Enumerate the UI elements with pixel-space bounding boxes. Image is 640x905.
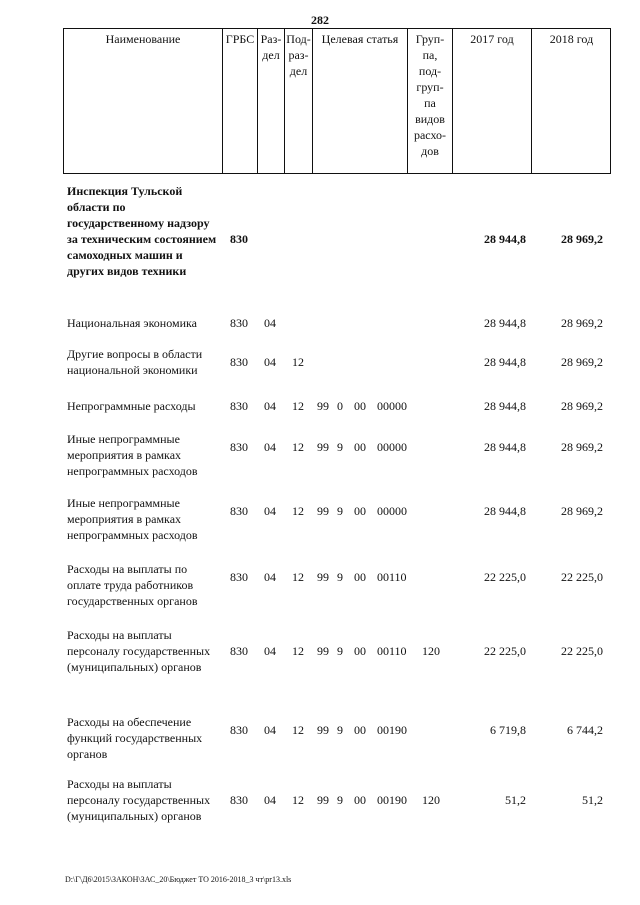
cell-t3: 00	[354, 793, 366, 807]
row-name: Иные непрограммные мероприятия в рамках непрограммных расходов	[67, 496, 198, 542]
cell-t4: 00000	[377, 504, 407, 518]
cell-y2018: 28 969,2	[561, 316, 603, 330]
cell-razdel: 04	[264, 399, 276, 413]
cell-podrazdel: 12	[292, 504, 304, 518]
row-name: Инспекция Тульской области по государственному надзору за техническим состоянием самоходных машин и других видов техники	[67, 184, 217, 278]
cell-t1: 99	[317, 570, 329, 584]
cell-razdel: 04	[264, 793, 276, 807]
header-target-article: Целевая статья	[312, 29, 407, 173]
header-2018: 2018 год	[531, 29, 611, 173]
cell-grbs: 830	[230, 440, 248, 454]
cell-y2017: 28 944,8	[484, 440, 526, 454]
cell-group: 120	[422, 793, 440, 807]
cell-group: 120	[422, 644, 440, 658]
cell-podrazdel: 12	[292, 723, 304, 737]
cell-t1: 99	[317, 440, 329, 454]
header-razdel: Раз- дел	[257, 29, 284, 173]
cell-grbs: 830	[230, 570, 248, 584]
cell-podrazdel: 12	[292, 570, 304, 584]
cell-y2018: 28 969,2	[561, 399, 603, 413]
cell-t3: 00	[354, 644, 366, 658]
cell-grbs: 830	[230, 355, 248, 369]
cell-y2017: 28 944,8	[484, 355, 526, 369]
header-group: Груп- па, под- груп- па видов расхо- дов	[407, 29, 452, 173]
cell-podrazdel: 12	[292, 399, 304, 413]
cell-y2017: 28 944,8	[484, 504, 526, 518]
cell-y2017: 51,2	[505, 793, 526, 807]
cell-t2: 9	[337, 504, 343, 518]
row-name: Национальная экономика	[67, 316, 197, 330]
cell-y2018: 28 969,2	[561, 232, 603, 246]
cell-t2: 9	[337, 723, 343, 737]
header-podrazdel: Под- раз- дел	[284, 29, 312, 173]
cell-t1: 99	[317, 504, 329, 518]
cell-y2018: 22 225,0	[561, 570, 603, 584]
cell-grbs: 830	[230, 793, 248, 807]
cell-razdel: 04	[264, 316, 276, 330]
cell-razdel: 04	[264, 570, 276, 584]
cell-grbs: 830	[230, 316, 248, 330]
cell-t3: 00	[354, 723, 366, 737]
cell-y2017: 28 944,8	[484, 232, 526, 246]
cell-y2017: 28 944,8	[484, 316, 526, 330]
row-name: Другие вопросы в области национальной экономики	[67, 347, 203, 377]
cell-t2: 0	[337, 399, 343, 413]
cell-razdel: 04	[264, 504, 276, 518]
row-name: Расходы на выплаты по оплате труда работников государственных органов	[67, 562, 198, 608]
cell-y2018: 6 744,2	[567, 723, 603, 737]
cell-podrazdel: 12	[292, 355, 304, 369]
cell-grbs: 830	[230, 399, 248, 413]
cell-t2: 9	[337, 570, 343, 584]
cell-y2018: 22 225,0	[561, 644, 603, 658]
header-grbs: ГРБС	[222, 29, 257, 173]
cell-t1: 99	[317, 399, 329, 413]
cell-y2017: 6 719,8	[490, 723, 526, 737]
cell-razdel: 04	[264, 355, 276, 369]
cell-t4: 00110	[377, 570, 407, 584]
page-number: 282	[311, 13, 329, 27]
cell-y2018: 28 969,2	[561, 440, 603, 454]
row-name: Иные непрограммные мероприятия в рамках непрограммных расходов	[67, 432, 198, 478]
cell-y2017: 28 944,8	[484, 399, 526, 413]
cell-t4: 00000	[377, 399, 407, 413]
cell-t4: 00000	[377, 440, 407, 454]
header-name: Наименование	[105, 32, 181, 46]
cell-y2018: 28 969,2	[561, 355, 603, 369]
cell-y2017: 22 225,0	[484, 570, 526, 584]
cell-grbs: 830	[230, 644, 248, 658]
file-path-footer: D:\Г\Д6\2015\ЗАКОН\ЗАС_20\Бюджет ТО 2016-2018_3 чт\pr13.xls	[65, 875, 292, 884]
cell-t3: 00	[354, 570, 366, 584]
cell-podrazdel: 12	[292, 440, 304, 454]
cell-razdel: 04	[264, 440, 276, 454]
row-name: Расходы на выплаты персоналу государственных (муниципальных) органов	[67, 628, 211, 674]
cell-t2: 9	[337, 644, 343, 658]
cell-razdel: 04	[264, 723, 276, 737]
cell-t2: 9	[337, 793, 343, 807]
cell-t4: 00110	[377, 644, 407, 658]
row-name: Расходы на выплаты персоналу государственных (муниципальных) органов	[67, 777, 211, 823]
cell-y2018: 51,2	[582, 793, 603, 807]
cell-t3: 00	[354, 399, 366, 413]
cell-t4: 00190	[377, 793, 407, 807]
cell-t4: 00190	[377, 723, 407, 737]
cell-t1: 99	[317, 723, 329, 737]
cell-razdel: 04	[264, 644, 276, 658]
table-header	[63, 28, 611, 174]
cell-podrazdel: 12	[292, 793, 304, 807]
cell-t3: 00	[354, 440, 366, 454]
cell-y2018: 28 969,2	[561, 504, 603, 518]
cell-t1: 99	[317, 644, 329, 658]
cell-t3: 00	[354, 504, 366, 518]
cell-grbs: 830	[230, 504, 248, 518]
header-2017: 2017 год	[452, 29, 531, 173]
row-name: Расходы на обеспечение функций государственных органов	[67, 715, 203, 761]
cell-y2017: 22 225,0	[484, 644, 526, 658]
cell-podrazdel: 12	[292, 644, 304, 658]
cell-grbs: 830	[230, 232, 248, 246]
cell-t1: 99	[317, 793, 329, 807]
cell-grbs: 830	[230, 723, 248, 737]
cell-t2: 9	[337, 440, 343, 454]
row-name: Непрограммные расходы	[67, 399, 196, 413]
